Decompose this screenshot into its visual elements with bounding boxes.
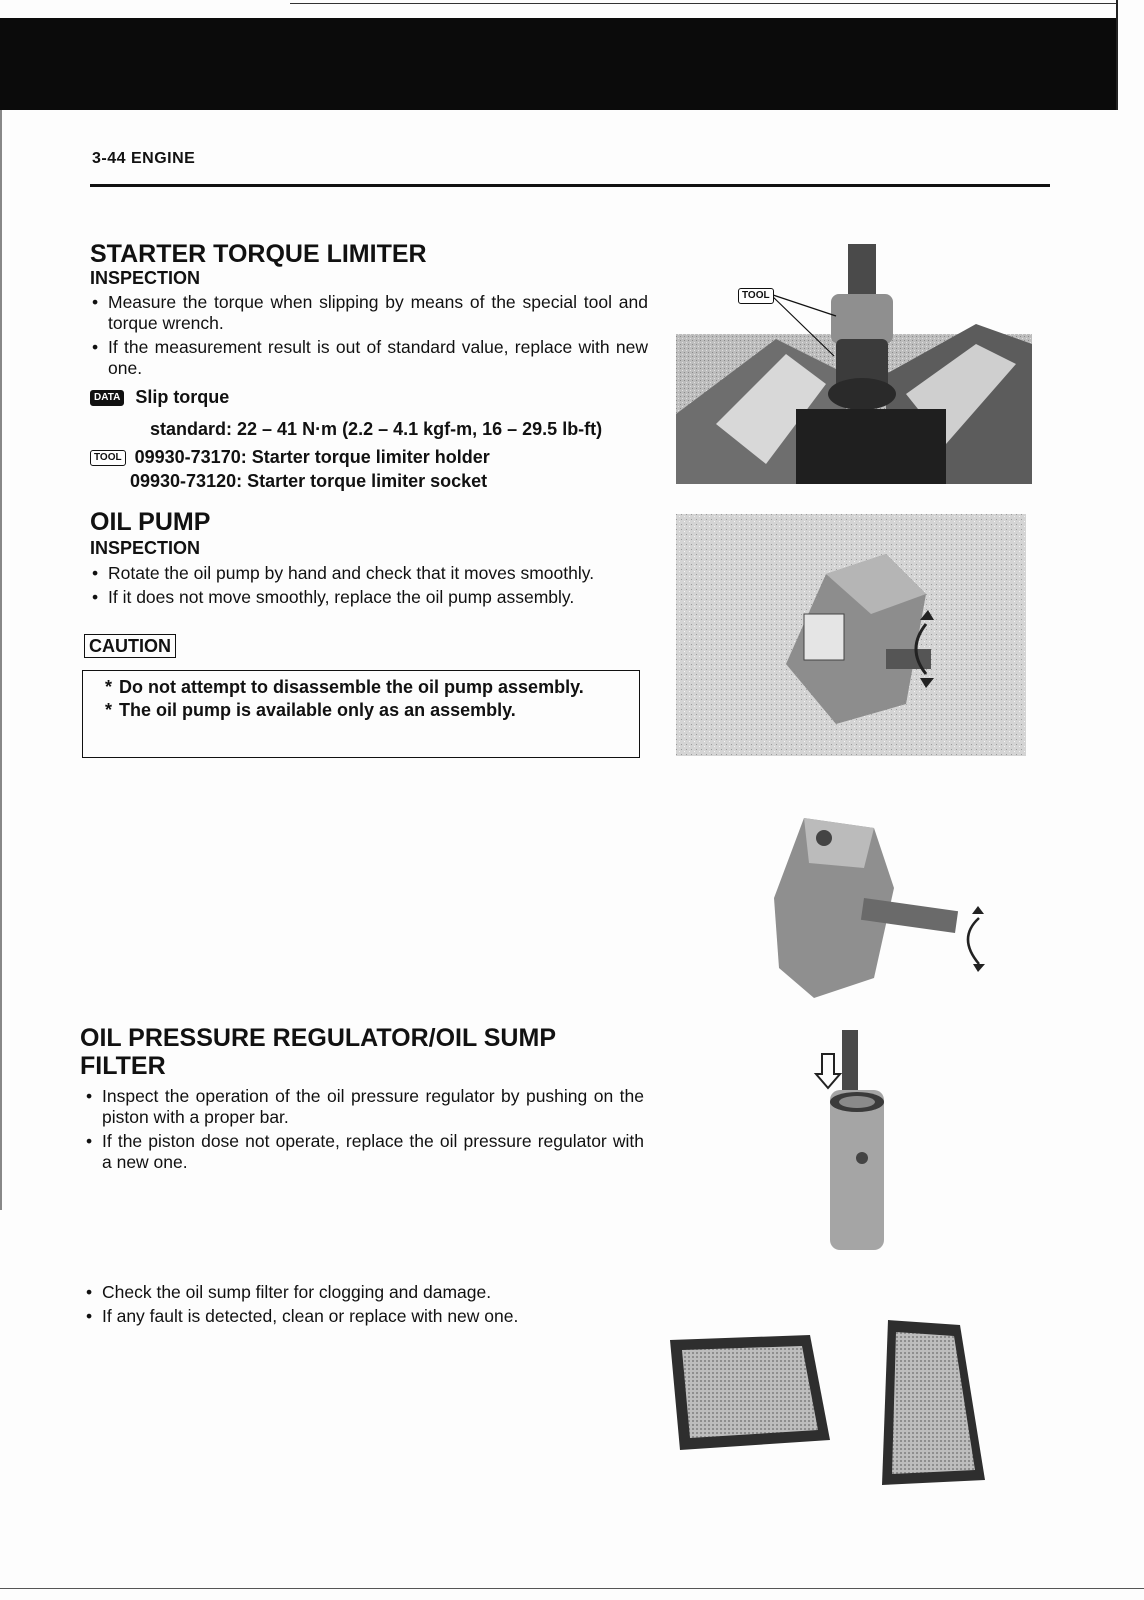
photo-oil-pump-shaft [764,808,986,1004]
section-title-starter: STARTER TORQUE LIMITER [90,240,427,268]
top-border-line [290,3,1116,4]
list-item: • If it does not move smoothly, replace the oil pump assembly. [90,587,648,608]
section-title-regulator: OIL PRESSURE REGULATOR/OIL SUMP FILTER [80,1024,556,1080]
photo-oil-pump-rotate [676,514,1026,756]
caution-item: * Do not attempt to disassemble the oil pump assembly. [105,677,621,698]
tool-row-1 [90,446,490,468]
section-title-oil-pump: OIL PUMP [90,508,211,536]
caution-box [82,670,640,758]
photo-oil-pressure-regulator [800,1030,910,1252]
page-header: 3-44 ENGINE [92,150,196,167]
tool-1-text: 09930-73170: Starter torque limiter holder [134,447,490,467]
bottom-edge-line [0,1588,1144,1589]
header-rule [90,184,1050,187]
tool-2-text: 09930-73120: Starter torque limiter socket [130,471,488,491]
slip-torque-label: Slip torque [135,387,230,407]
list-item: • Rotate the oil pump by hand and check that it moves smoothly. [90,563,648,584]
left-edge-line [0,110,2,1210]
data-icon: DATA [90,390,124,406]
list-item: • Check the oil sump filter for clogging and damage. [84,1282,644,1303]
list-item: • Inspect the operation of the oil pressure regulator by pushing on the piston with a proper bar. [84,1086,644,1128]
list-item: • If the piston dose not operate, replace the oil pressure regulator with a new one. [84,1131,644,1173]
filter-bullets [84,1282,644,1330]
list-item: • Measure the torque when slipping by means of the special tool and torque wrench. [90,292,648,334]
caution-item: * The oil pump is available only as an assembly. [105,700,621,721]
black-header-bar [0,18,1116,110]
regulator-bullets [84,1086,644,1176]
subsection-inspection-pump: INSPECTION [90,538,201,558]
slip-torque-value: standard: 22 – 41 N·m (2.2 – 4.1 kgf-m, 16 – 29.5 lb-ft) [150,419,603,439]
slip-torque-row [90,386,229,408]
subsection-inspection-starter: INSPECTION [90,268,201,288]
photo-starter-torque-limiter [676,244,1032,484]
list-item: • If any fault is detected, clean or replace with new one. [84,1306,644,1327]
list-item: • If the measurement result is out of standard value, replace with new one. [90,337,648,379]
photo-oil-sump-filter [660,1280,1000,1490]
tool-icon: TOOL [738,288,774,304]
tool-icon: TOOL [90,450,126,466]
caution-label: CAUTION [84,634,176,658]
right-edge-line [1116,0,1118,110]
starter-bullets [90,292,648,382]
oil-pump-bullets [90,563,648,611]
